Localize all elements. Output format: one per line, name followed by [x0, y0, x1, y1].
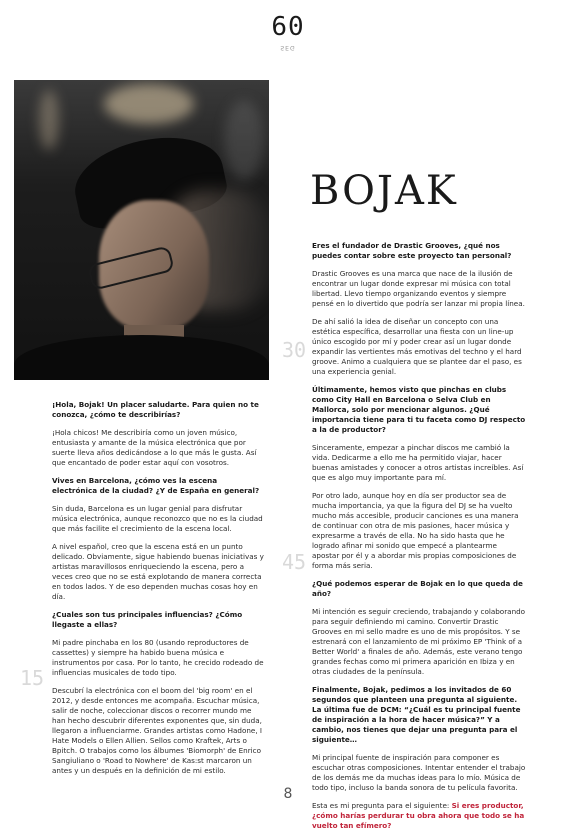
issue-number-mirror: SEG [280, 44, 296, 51]
deco-number-45: 45 [282, 550, 307, 574]
interview-answer: A nivel español, creo que la escena está en un punto delicado. Obviamente, sigue habiendo buenas iniciativas y artistas maravillosos enriqueciendo la escena, pero a veces creo que no se está explotando de manera correcta en todos lados. Y de eso dependen muchas cosas hoy en día. [52, 542, 264, 601]
page-number: 8 [283, 786, 293, 802]
interview-answer: Mi padre pinchaba en los 80 (usando reproductores de cassettes) y siempre ha habido buena música e instrumentos por casa. Por lo tanto, he crecido rodeado de influencias musicales de todo tipo. [52, 638, 264, 677]
highlighted-question: Si eres productor, ¿cómo harías perdurar tu obra ahora que todo se ha vuelto tan efímero? [312, 801, 525, 830]
right-text-column [312, 241, 526, 839]
interview-answer: Descubrí la electrónica con el boom del 'big room' en el 2012, y desde entonces me acompaña. Escuchar música, salir de noche, coleccionar discos o recorrer mundo me han hecho descubrir diferentes exponentes que, sin duda, llegaron a influenciarme. Grandes artistas como Hadone, I Hate Models o Ellen Allien. Sellos como Kraftek, Arts o Bpitch. O trabajos como los álbumes 'Biomorph' de Enrico Sangiuliano o 'Road to Nowhere' de Kas:st marcaron un antes y un después en la definición de mi estilo. [52, 686, 263, 775]
article-title: BOJAK [310, 168, 458, 214]
issue-number: 60 [271, 12, 305, 42]
interview-question: ¡Hola, Bojak! Un placer saludarte. Para quien no te conozca, ¿cómo te describirías? [52, 400, 259, 419]
interview-answer: Sin duda, Barcelona es un lugar genial para disfrutar música electrónica, aunque reconozco que no es la ciudad que más facilite el crecimiento de la escena local. [52, 504, 263, 533]
interview-answer: De ahí salió la idea de diseñar un concepto con una estética específica, desarrollar una fiesta con un line-up único escogido por mí y poder crear así un lugar donde expandir las vertientes más emotivas del techno y el hard groove. Animo a cualquiera que se plantee dar el paso, es una experiencia genial. [312, 317, 522, 376]
interview-question: Vives en Barcelona, ¿cómo ves la escena electrónica de la ciudad? ¿Y de España en general? [52, 476, 260, 495]
interview-answer: Mi principal fuente de inspiración para componer es escuchar otras composiciones. Intentar entender el trabajo de los demás me da muchas ideas para lo mío. Música de todo tipo, incluso la banda sonora de tu película favorita. [312, 753, 526, 792]
interview-answer: Mi intención es seguir creciendo, trabajando y colaborando para seguir definiendo mi camino. Convertir Drastic Grooves en mi sello madre es uno de mis propósitos. Y se estrenará con el lanzamiento de mi próximo EP 'Think of a Better World' a finales de año. Además, este verano tengo grandes fechas como mi primera aparición en Ibiza y en otras ciudades de la península. [312, 607, 526, 676]
interview-answer [312, 801, 526, 831]
artist-portrait-photo [14, 80, 269, 380]
interview-question: Finalmente, Bojak, pedimos a los invitados de 60 segundos que planteen una pregunta al siguiente. La última fue de DCM: “¿Cuál es tu principal fuente de inspiración a la hora de hacer música?” Y a cambio, nos tienes que dejar una pregunta para el siguiente… [312, 685, 521, 744]
deco-number-15: 15 [20, 666, 45, 690]
interview-question: ¿Cuales son tus principales influencias? ¿Cómo llegaste a ellas? [52, 610, 243, 629]
interview-answer: Por otro lado, aunque hoy en día ser productor sea de mucha importancia, ya que la figura del DJ se ha vuelto mucho más accesible, producir canciones es una manera de continuar con otra de mis pasiones, hacer música y expresarme a través de ella. No ha sido hasta que he logrado afinar mi sonido que empecé a plantearme apostar por él y a abordar mis propias composiciones de forma más seria. [312, 491, 519, 570]
interview-question: Eres el fundador de Drastic Grooves, ¿qué nos puedes contar sobre este proyecto tan personal? [312, 241, 512, 260]
interview-question: Últimamente, hemos visto que pinchas en clubs como City Hall en Barcelona o Selva Club en Mallorca, solo por mencionar algunos. ¿Qué importancia tiene para ti tu faceta como DJ respecto a la de productor? [312, 385, 526, 434]
deco-number-30: 30 [282, 338, 307, 362]
interview-question: ¿Qué podemos esperar de Bojak en lo que queda de año? [312, 579, 523, 598]
interview-answer: ¡Hola chicos! Me describiría como un joven músico, entusiasta y amante de la música electrónica que por suerte lleva años dedicándose a lo que más le gusta. Así que encantado de poder estar aquí con vosotros. [52, 428, 257, 467]
answer-text: Esta es mi pregunta para el siguiente: [312, 801, 452, 810]
interview-answer: Drastic Grooves es una marca que nace de la ilusión de encontrar un lugar donde expresar mi música con total libertad. Llevo tiempo organizando eventos y siempre pensé en lo divertido que podría ser lanzar mi propia línea. [312, 269, 525, 308]
interview-answer: Sinceramente, empezar a pinchar discos me cambió la vida. Dedicarme a ello me ha permitido viajar, hacer buenas amistades y conocer a otros artistas increíbles. Así que es algo muy importante para mí. [312, 443, 524, 482]
left-text-column [52, 400, 264, 784]
